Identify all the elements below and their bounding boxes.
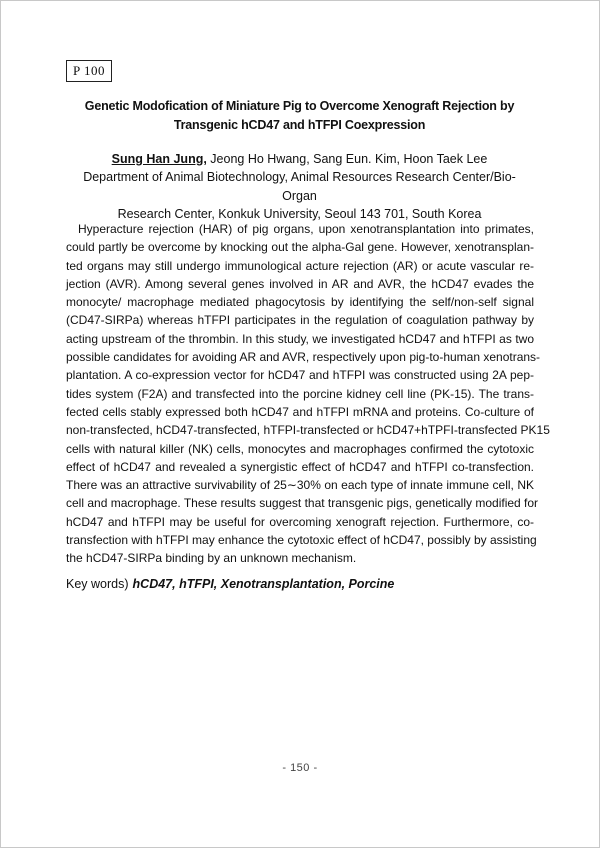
abstract-line: the hCD47-SIRPa binding by an unknown mechanism. <box>66 551 357 566</box>
poster-id-box: P 100 <box>66 60 112 82</box>
abstract-body <box>66 220 550 568</box>
abstract-line: fected cells stably expressed both hCD47 and hTFPI mRNA and proteins. Co-culture of <box>66 404 534 419</box>
abstract-line: could partly be overcome by knocking out the alpha-Gal gene. However, xenotransplan- <box>66 240 534 255</box>
abstract-line: transfection with hTFPI may enhance the cytotoxic effect of hCD47, possibly by assisting <box>66 533 537 548</box>
abstract-line: monocyte/ macrophage mediated phagocytosis by identifying the self/non-self signal <box>66 295 534 310</box>
abstract-line: (CD47-SIRPa) whereas hTFPI participates in the regulation of coagulation pathway by <box>66 313 534 328</box>
abstract-line: Hyperacture rejection (HAR) of pig organs, upon xenotransplantation into primates, <box>78 222 534 236</box>
affiliation <box>66 168 533 224</box>
abstract-line: possible candidates for avoiding AR and AVR, respectively upon pig-to-human xenotrans- <box>66 350 541 365</box>
abstract-line: cell and macrophage. These results suggest that transgenic pigs, genetically modified for <box>66 496 539 511</box>
author-list <box>66 150 533 168</box>
abstract-line: tides system (F2A) and transfected into the porcine kidney cell line (PK-15). The trans- <box>66 386 534 401</box>
affiliation-line: Department of Animal Biotechnology, Animal Resources Research Center/Bio-Organ <box>83 170 516 203</box>
abstract-line: non-transfected, hCD47-transfected, hTFPI-transfected or hCD47+hTPFI-transfected PK15 <box>66 423 550 438</box>
abstract-line: plantation. A co-expression vector for hCD47 and hTFPI was constructed using 2A pep- <box>66 368 534 383</box>
abstract-line: jection (AVR). Among several genes involved in AR and AVR, the hCD47 evades the <box>66 276 534 291</box>
keywords <box>66 575 394 593</box>
title-line: Transgenic hCD47 and hTFPI Coexpression <box>173 118 426 132</box>
page-number: - 150 - <box>282 762 318 774</box>
keywords-values: hCD47, hTFPI, Xenotransplantation, Porcine <box>132 577 395 591</box>
title-line: Genetic Modofication of Miniature Pig to Overcome Xenograft Rejection by <box>84 99 515 113</box>
affiliation-line: Research Center, Konkuk University, Seoul 143 701, South Korea <box>117 207 482 221</box>
abstract-line: ted organs may still undergo immunological acture rejection (AR) or acute vascular re- <box>66 258 534 273</box>
keywords-label: Key words) <box>66 577 129 591</box>
abstract-line: cells with natural killer (NK) cells, monocytes and macrophages confirmed the cytotoxic <box>66 441 534 456</box>
presenting-author: Sung Han Jung, <box>111 152 207 166</box>
abstract-line: effect of hCD47 and revealed a synergistic effect of hCD47 and hTFPI co-transfection. <box>66 459 534 474</box>
abstract-line: acting upstream of the thrombin. In this study, we investigated hCD47 and hTFPI as two <box>66 331 534 346</box>
paper-title <box>66 97 533 135</box>
abstract-line: There was an attractive survivability of 25∼30% on each type of innate immune cell, NK <box>66 478 534 493</box>
abstract-line: hCD47 and hTFPI may be useful for overcoming xenograft rejection. Furthermore, co- <box>66 514 534 529</box>
co-authors: Jeong Ho Hwang, Sang Eun. Kim, Hoon Taek Lee <box>210 152 488 166</box>
